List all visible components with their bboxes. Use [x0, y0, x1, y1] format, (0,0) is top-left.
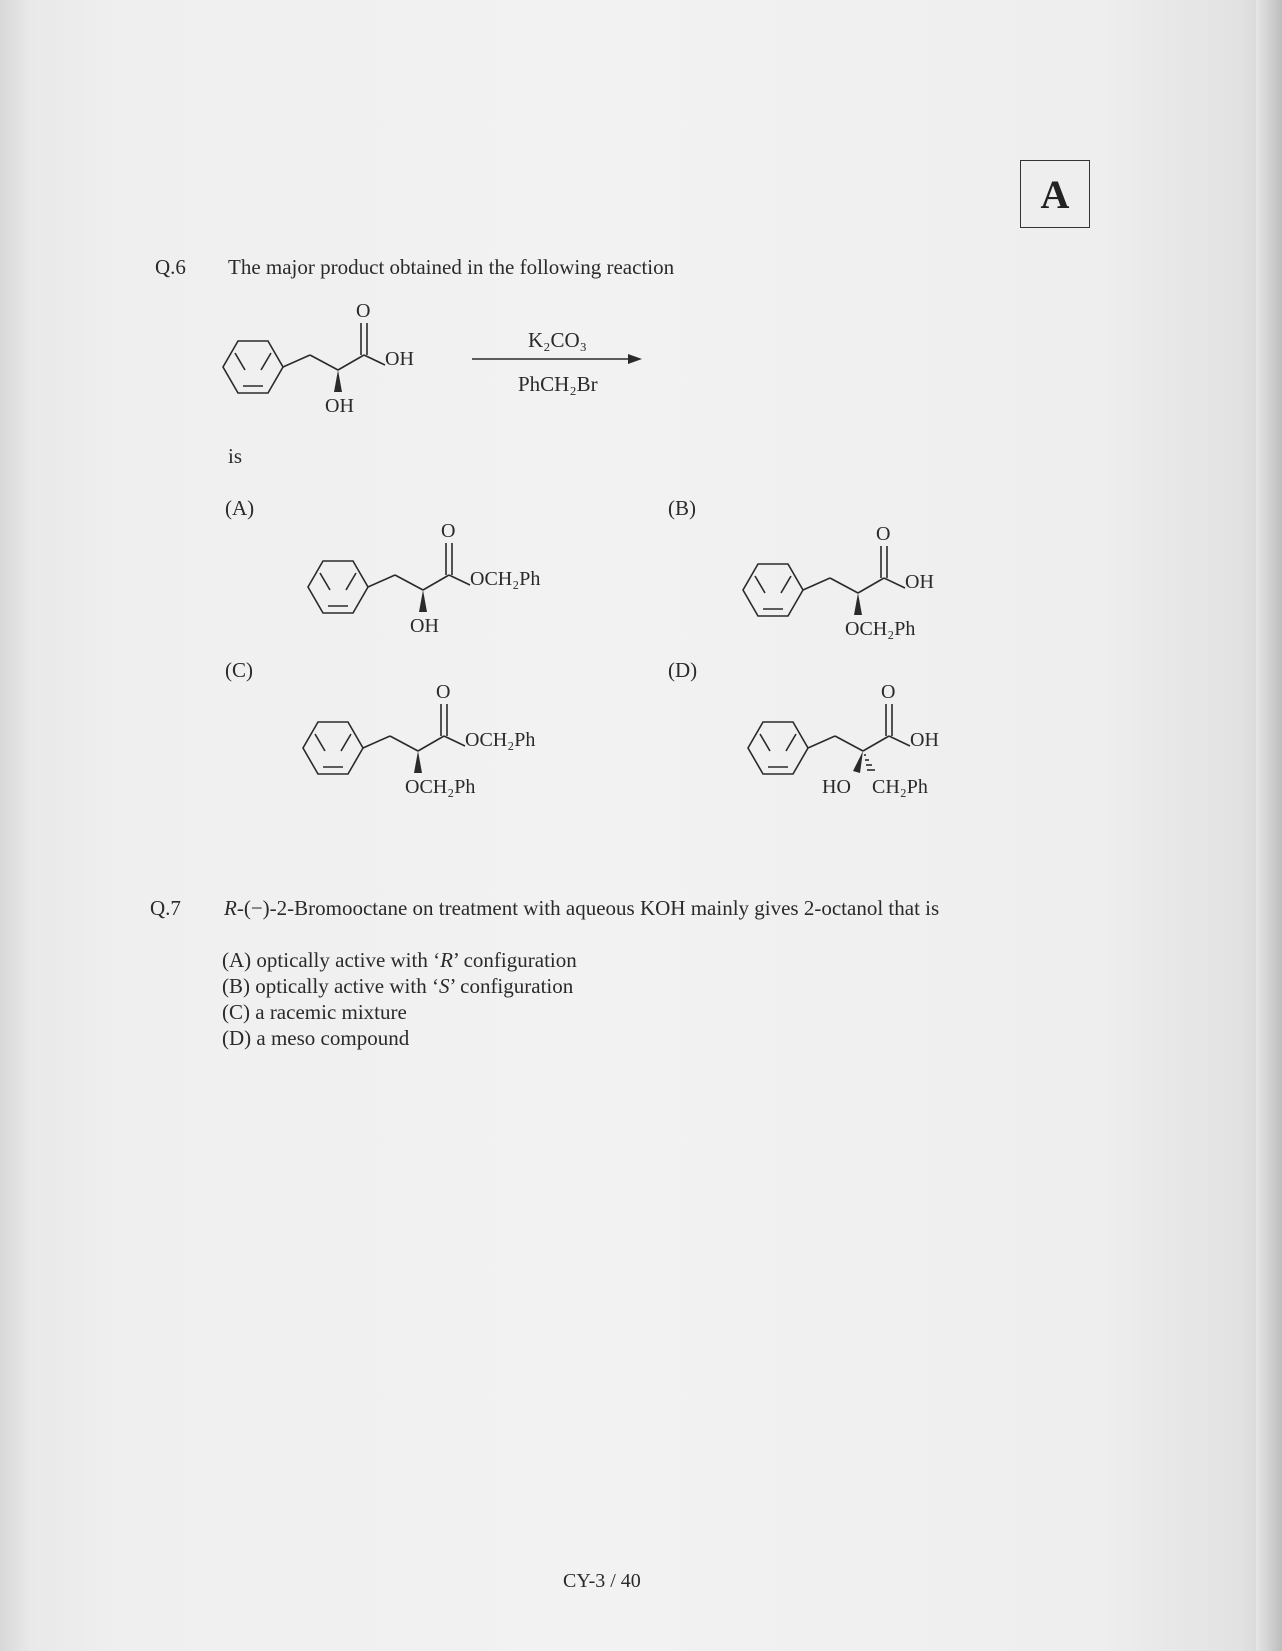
option-c-alpha-group: OCH₂Ph	[405, 776, 476, 798]
question-7-number: Q.7	[150, 896, 181, 920]
q7-option-a-config: R	[440, 948, 453, 972]
option-d-hydroxy-group: HO	[822, 776, 851, 798]
q7-option-b-suffix: ’ configuration	[449, 974, 574, 998]
option-c-structure	[295, 676, 565, 796]
option-d-benzyl-group: CH₂Ph	[872, 776, 928, 798]
q7-option-a-text: (A) optically active with ‘	[222, 948, 441, 972]
question-7-stem-text: -(−)-2-Bromooctane on treatment with aqueous KOH mainly gives 2-octanol that is	[236, 896, 940, 920]
q7-option-b-text: (B) optically active with ‘	[222, 974, 439, 998]
option-a-alpha-group: OH	[410, 615, 439, 637]
option-b-alpha-group: OCH₂Ph	[845, 618, 916, 640]
question-6-number: Q.6	[155, 255, 186, 279]
option-c-carbonyl-o: O	[436, 681, 451, 703]
reactant-structure	[215, 295, 435, 415]
q7-option-b	[222, 974, 573, 999]
reagent-alkylating-agent: PhCH₂Br	[518, 372, 598, 396]
option-d-acid-group: OH	[910, 729, 939, 751]
option-a-label: (A)	[225, 496, 255, 520]
question-7-stem	[224, 896, 939, 921]
page-number: CY-3 / 40	[563, 1570, 641, 1592]
option-b-structure	[735, 518, 975, 638]
q7-option-a	[222, 948, 577, 973]
option-c-ester-group: OCH₂Ph	[465, 729, 536, 751]
booklet-code-box: A	[1020, 160, 1090, 228]
option-d-carbonyl-o: O	[881, 681, 896, 703]
reactant-carbonyl-o: O	[356, 300, 371, 322]
reactant-acid-oh: OH	[385, 348, 414, 370]
option-a-structure	[300, 515, 570, 635]
question-6-stem: The major product obtained in the following reaction	[228, 255, 675, 279]
option-c-label: (C)	[225, 658, 253, 682]
q7-option-a-suffix: ’ configuration	[452, 948, 577, 972]
q7-option-c: (C) a racemic mixture	[222, 1000, 407, 1024]
reaction-arrow-icon	[472, 352, 642, 366]
reagent-base: K₂CO₃	[528, 328, 587, 352]
q7-option-b-config: S	[438, 974, 450, 998]
question-6-is: is	[228, 444, 243, 468]
reactant-alpha-oh: OH	[325, 395, 354, 417]
option-b-label: (B)	[668, 496, 696, 520]
q7-option-d: (D) a meso compound	[222, 1026, 410, 1050]
option-a-ester-group: OCH₂Ph	[470, 568, 541, 590]
option-d-structure	[740, 676, 980, 796]
option-b-acid-group: OH	[905, 571, 934, 593]
question-7-config-r: R	[224, 896, 237, 920]
option-a-carbonyl-o: O	[441, 520, 456, 542]
option-b-carbonyl-o: O	[876, 523, 891, 545]
option-d-label: (D)	[668, 658, 698, 682]
